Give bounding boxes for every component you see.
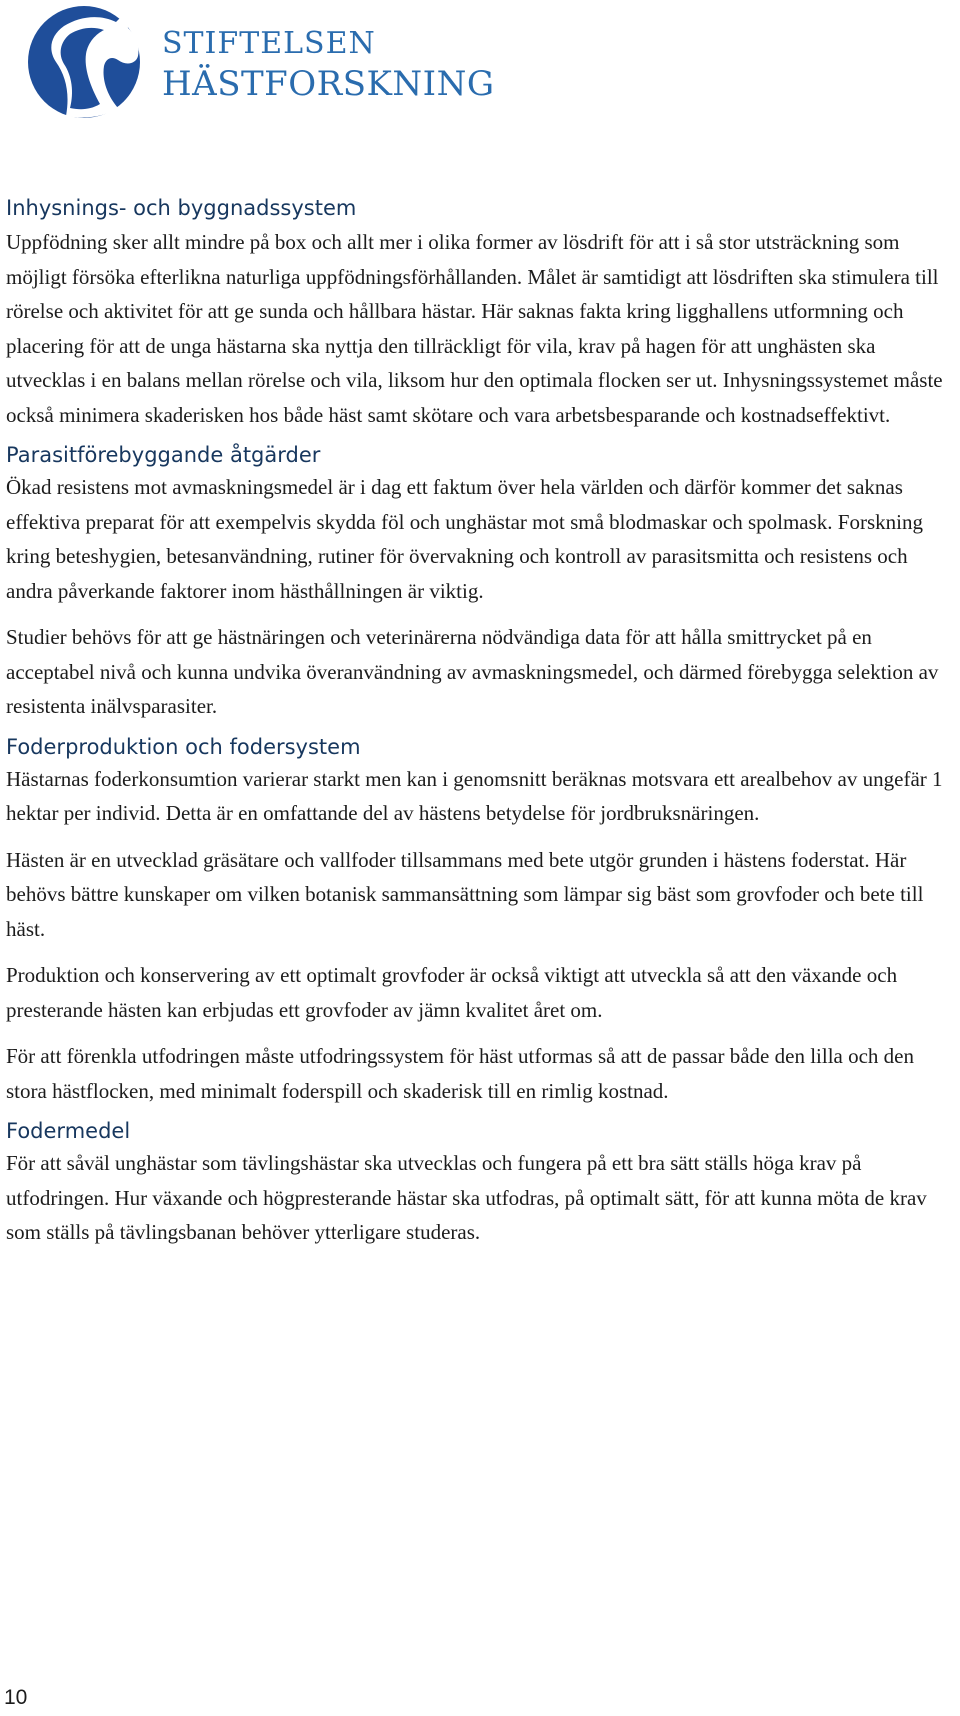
logo-line-2: HÄSTFORSKNING [162, 64, 495, 104]
section-paragraph: För att förenkla utfodringen måste utfodringssystem för häst utformas så att de passar både den lilla och den stora hästflocken, med minimalt foderspill och skaderisk till en rimlig kostnad. [6, 1044, 915, 1103]
section-heading: Fodermedel [6, 1119, 131, 1143]
section-heading: Inhysnings- och byggnadssystem [6, 196, 357, 220]
page-number: 10 [4, 1686, 28, 1709]
section-paragraph: Hästarnas foderkonsumtion varierar starkt men kan i genomsnitt beräknas motsvara ett arealbehov av ungefär 1 hektar per individ. Detta är en omfattande del av hästens betydelse för jordbruksnäringen. [6, 766, 943, 825]
horse-head-logo-icon [26, 4, 156, 120]
section-parasit [6, 440, 956, 724]
section-inhysning [6, 193, 956, 432]
logo-line-1: STIFTELSEN [162, 26, 376, 61]
section-fodermedel [6, 1116, 956, 1250]
section-paragraph: Studier behövs för att ge hästnäringen och veterinärerna nödvändiga data för att hålla smittrycket på en acceptabel nivå och kunna undvika överanvändning av avmaskningsmedel, och därmed förebygga selektion av resistenta inälvsparasiter. [6, 625, 939, 718]
section-heading: Parasitförebyggande åtgärder [6, 443, 321, 467]
logo [26, 4, 506, 120]
section-paragraph: Produktion och konservering av ett optimalt grovfoder är också viktigt att utveckla så att den växande och presterande hästen kan erbjudas ett grovfoder av jämn kvalitet året om. [6, 963, 898, 1022]
section-paragraph: Hästen är en utvecklad gräsätare och vallfoder tillsammans med bete utgör grunden i hästens foderstat. Här behövs bättre kunskaper om vilken botanisk sammansättning som lämpar sig bäst som grovfoder och bete till häst. [6, 847, 924, 941]
section-paragraph: För att såväl unghästar som tävlingshästar ska utvecklas och fungera på ett bra sätt ställs höga krav på utfodringen. Hur växande och högpresterande hästar ska utfodras, på optimalt sätt, för att kunna möta de krav som ställs på tävlingsbanan behöver ytterligare studeras. [6, 1151, 927, 1244]
document-body [6, 193, 956, 1258]
section-heading: Foderproduktion och fodersystem [6, 734, 361, 759]
section-paragraph: Ökad resistens mot avmaskningsmedel är i dag ett faktum över hela världen och därför kommer det saknas effektiva preparat för att exempelvis skydda föl och unghästar mot små blodmaskar och spolmask. Forskning kring beteshygien, betesanvändning, rutiner för övervakning och kontroll av parasitsmitta och resistens och andra påverkande faktorer inom hästhållningen är viktig. [6, 475, 923, 603]
section-foderproduktion [6, 732, 956, 1109]
section-paragraph: Uppfödning sker allt mindre på box och allt mer i olika former av lösdrift för att i så stor utsträckning som möjligt försöka efterlikna naturliga uppfödningsförhållanden. Målet är samtidigt att lösdriften ska stimulera till rörelse och aktivitet för att ge sunda och hållbara hästar. Här saknas fakta kring ligghallens utformning och placering för att de unga hästarna ska nyttja den tillräckligt för vila, krav på hagen för att unghästen ska utvecklas i en balans mellan rörelse och vila, liksom hur den optimala flocken ser ut. Inhysningssystemet måste också minimera skaderisken hos både häst samt skötare och vara arbetsbesparande och kostnadseffektivt. [6, 230, 943, 427]
